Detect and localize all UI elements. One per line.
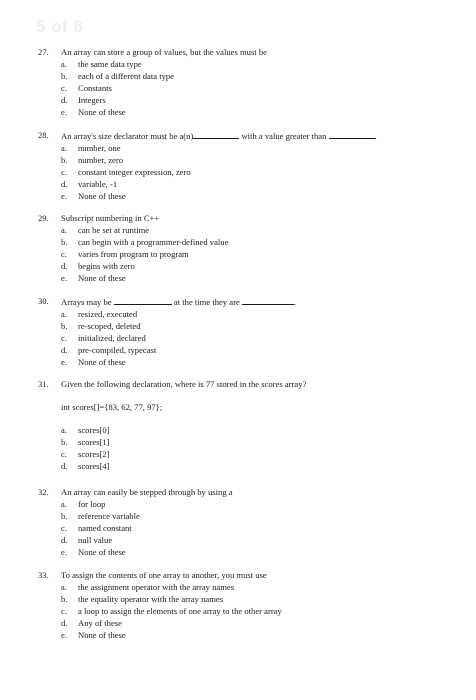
question-33 [38,570,460,641]
option-letter: b. [61,320,68,331]
option-b [61,437,460,449]
option-letter: c. [61,248,67,259]
code-declaration: int scores[]={83, 62, 77, 97}; [61,401,163,412]
option-letter: b. [61,70,68,81]
option-letter: b. [61,154,68,165]
option-text: can begin with a programmer-defined value [78,236,229,247]
option-text: None of these [78,106,126,117]
option-text: resized, executed [78,308,138,319]
option-e [61,630,460,642]
option-letter: e. [61,272,67,283]
question-30 [38,296,460,368]
option-text: None of these [78,546,126,557]
question-number: 32. [38,487,49,497]
option-a [61,309,460,321]
question-number: 33. [38,570,49,580]
option-letter: a. [61,142,67,153]
option-letter: d. [61,534,68,545]
option-text: scores[0] [78,424,110,435]
option-d [61,261,460,273]
option-text: None of these [78,629,126,640]
option-b [61,321,460,333]
question-text-part-1: An array's size declarator must be a(n) [61,131,194,141]
option-text: variable, -1 [78,178,118,189]
option-letter: a. [61,308,67,319]
option-text: number, zero [78,154,123,165]
question-text: An array can store a group of values, but the values must be [61,47,267,57]
option-text: scores[2] [78,448,110,459]
question-31 [38,379,460,472]
option-c [61,449,460,461]
option-text: varies from program to program [78,248,189,259]
option-letter: e. [61,356,67,367]
answer-blank-1 [114,296,172,305]
option-letter: e. [61,546,67,557]
option-text: named constant [78,522,132,533]
option-letter: a. [61,58,67,69]
option-letter: b. [61,436,68,447]
option-text: None of these [78,190,126,201]
option-c [61,167,460,179]
option-c [61,249,460,261]
question-text-part-3: . [293,297,297,307]
option-e [61,107,460,119]
question-text: To assign the contents of one array to another, you must use [61,570,267,580]
question-text-part-1: Arrays may be [61,297,112,307]
option-b [61,155,460,167]
option-c [61,523,460,535]
question-number: 31. [38,379,49,389]
option-a [61,143,460,155]
answer-blank-2 [242,296,297,307]
option-b [61,594,460,606]
option-letter: a. [61,224,67,235]
question-text-part-2: at the time they are [173,297,240,307]
question-text [61,130,377,143]
question-text: Given the following declaration, where is 77 stored in the scores array? [61,379,307,389]
question-29 [38,213,460,284]
option-letter: b. [61,510,68,521]
option-letter: c. [61,166,67,177]
option-text: scores[1] [78,436,110,447]
option-text: the same data type [78,58,142,69]
answer-blank-2 [329,130,375,139]
option-letter: d. [61,617,68,628]
question-text: Subscript numbering in C++ [61,213,160,223]
option-text: Integers [78,94,106,105]
option-text: each of a different data type [78,70,174,81]
option-letter: b. [61,236,68,247]
option-d [61,461,460,473]
option-text: Any of these [78,617,122,628]
option-e [61,357,460,369]
option-letter: d. [61,260,68,271]
option-letter: c. [61,82,67,93]
option-d [61,179,460,191]
question-number: 29. [38,213,49,223]
option-text: initialized, declared [78,332,146,343]
answer-blank-1 [193,130,239,139]
option-letter: d. [61,178,68,189]
option-text: for loop [78,498,106,509]
option-letter: e. [61,629,67,640]
question-text [61,296,296,309]
page-number: 5 of 8 [36,17,84,36]
option-d [61,618,460,630]
option-a [61,59,460,71]
option-c [61,606,460,618]
option-d [61,535,460,547]
option-text: reference variable [78,510,140,521]
option-a [61,499,460,511]
question-text-part-2: with a value greater than [241,131,327,141]
option-c [61,83,460,95]
option-text: null value [78,534,113,545]
option-text: a loop to assign the elements of one array to the other array [78,605,282,616]
option-letter: a. [61,424,67,435]
option-letter: d. [61,460,68,471]
option-a [61,225,460,237]
question-text: An array can easily be stepped through by using a [61,487,233,497]
option-text: constant integer expression, zero [78,166,191,177]
option-b [61,71,460,83]
option-e [61,273,460,285]
option-text: the assignment operator with the array names [78,581,235,592]
option-a [61,425,460,437]
question-number: 28. [38,130,49,140]
option-letter: c. [61,332,67,343]
option-a [61,582,460,594]
question-27 [38,47,460,118]
option-text: number, one [78,142,121,153]
option-letter: a. [61,498,67,509]
option-letter: e. [61,106,67,117]
option-letter: e. [61,190,67,201]
question-number: 30. [38,296,49,306]
option-letter: c. [61,522,67,533]
option-text: the equality operator with the array names [78,593,224,604]
question-number: 27. [38,47,49,57]
option-text: pre-compiled, typecast [78,344,157,355]
question-32 [38,487,460,558]
option-letter: d. [61,344,68,355]
option-d [61,345,460,357]
question-text-part-3: . [374,131,377,141]
option-d [61,95,460,107]
option-c [61,333,460,345]
option-b [61,511,460,523]
option-e [61,191,460,203]
option-letter: b. [61,593,68,604]
option-text: None of these [78,356,126,367]
option-text: Constants [78,82,112,93]
option-text: re-scoped, deleted [78,320,141,331]
option-text: begins with zero [78,260,135,271]
option-letter: c. [61,605,67,616]
option-letter: a. [61,581,67,592]
option-letter: d. [61,94,68,105]
option-b [61,237,460,249]
option-letter: c. [61,448,67,459]
question-28 [38,130,460,202]
option-e [61,547,460,559]
option-text: can be set at runtime [78,224,150,235]
option-text: scores[4] [78,460,110,471]
option-text: None of these [78,272,126,283]
